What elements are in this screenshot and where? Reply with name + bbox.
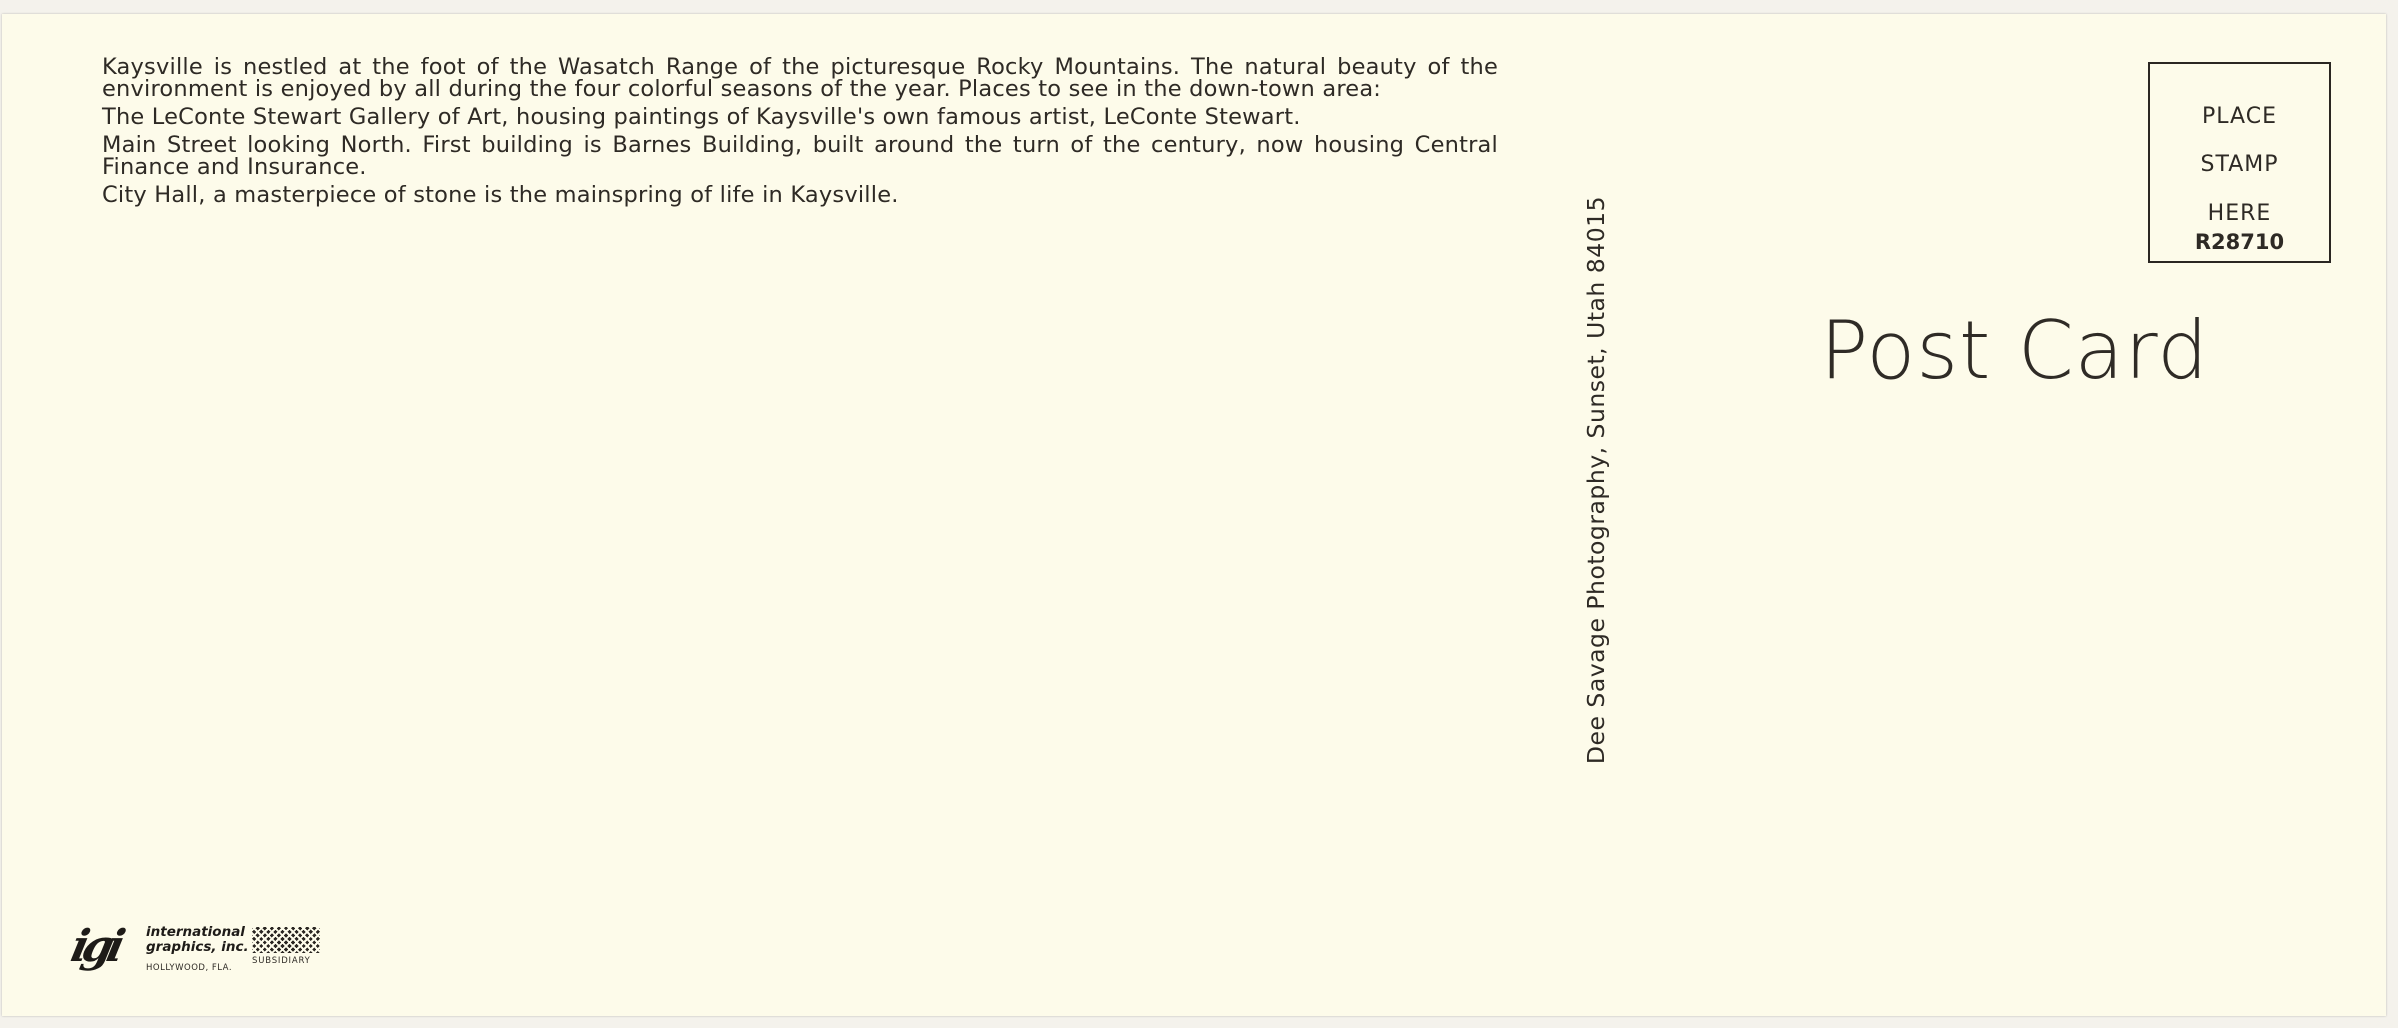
publisher-credit: Dee Savage Photography, Sunset, Utah 84015 [1582, 195, 1610, 765]
printer-location: HOLLYWOOD, FLA. [146, 963, 233, 973]
description-paragraph: Kaysville is nestled at the foot of the Wasatch Range of the picturesque Rocky Mountains. The natural beauty of the environment is enjoyed by all during the four colorful seasons of the year. Places to see in the down-town area: [102, 54, 1498, 102]
stamp-line-stamp: STAMP [2200, 152, 2279, 177]
printer-logo [66, 921, 332, 978]
printer-name-line2: graphics, inc. [146, 939, 249, 955]
printer-name-line1: international [146, 924, 245, 940]
description-paragraph: The LeConte Stewart Gallery of Art, housing paintings of Kaysville's own famous artist, LeConte Stewart. [102, 104, 1301, 130]
post-card-heading: Post Card [1820, 304, 2209, 397]
description-paragraph: City Hall, a masterpiece of stone is the mainspring of life in Kaysville. [102, 182, 899, 208]
subsidiary-label: SUBSIDIARY [252, 956, 311, 966]
stamp-box [2148, 62, 2331, 263]
igi-logo-icon: igi [66, 921, 124, 972]
subsidiary-logo-icon [252, 927, 320, 953]
stamp-line-here: HERE [2207, 201, 2272, 226]
stamp-line-place: PLACE [2202, 104, 2277, 129]
postcard-back [2, 14, 2386, 1016]
description-paragraph: Main Street looking North. First building is Barnes Building, built around the turn of the century, now housing Central Finance and Insurance. [102, 132, 1498, 180]
printer-name [146, 925, 249, 955]
postcard-description [102, 56, 1498, 212]
card-code: R28710 [2194, 230, 2285, 254]
